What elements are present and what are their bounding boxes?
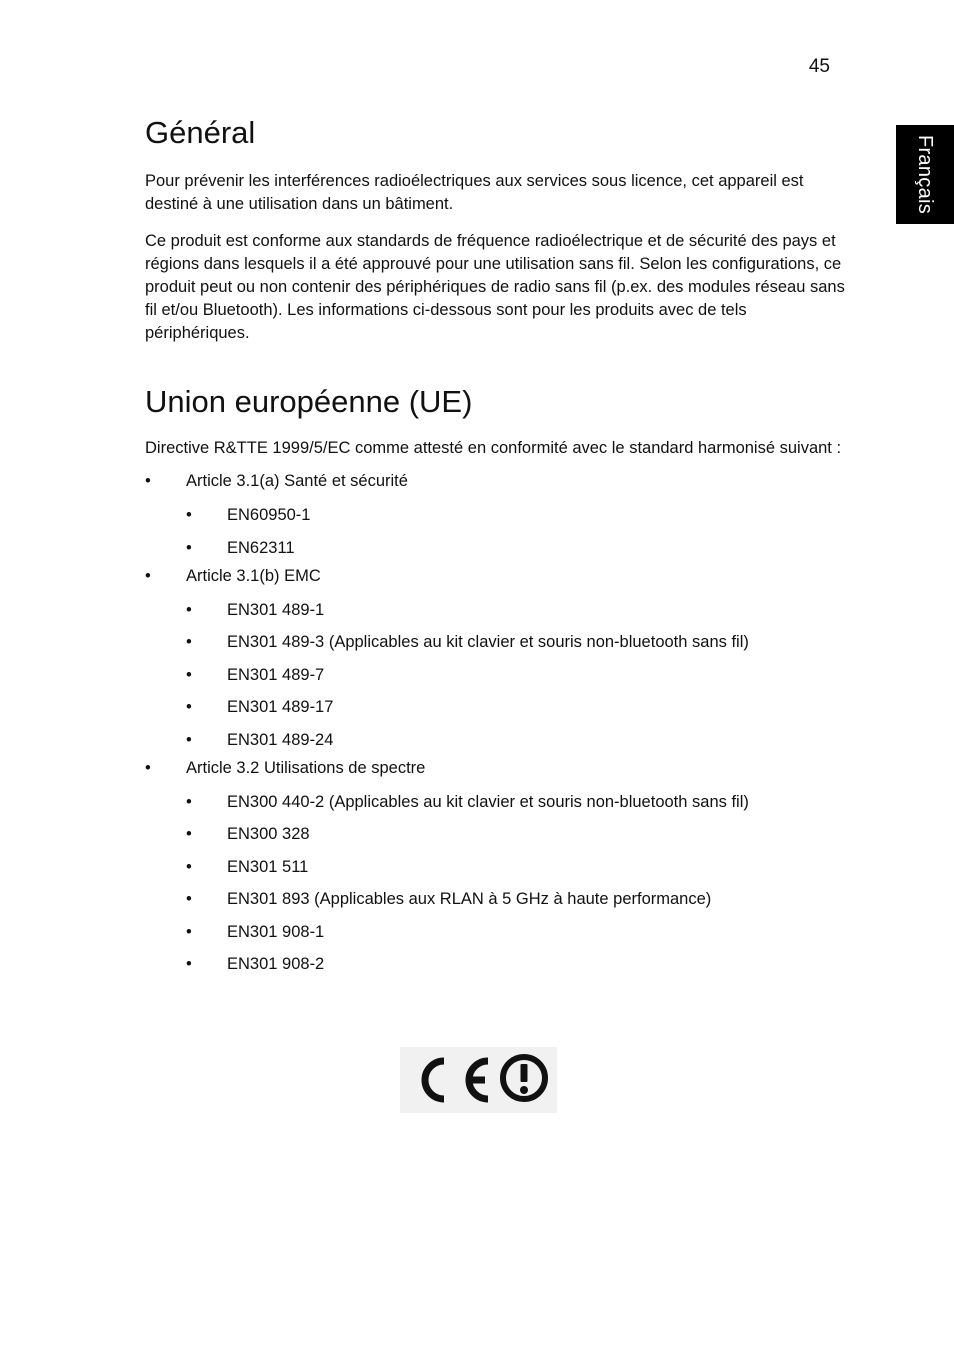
standard-item xyxy=(186,537,845,560)
standard-label: EN301 489-17 xyxy=(227,698,334,716)
standard-item xyxy=(186,856,845,879)
article-list xyxy=(145,470,845,976)
standard-item xyxy=(186,631,845,654)
bullet: • xyxy=(186,600,192,619)
bullet: • xyxy=(145,758,151,777)
standard-label: EN301 489-7 xyxy=(227,665,325,684)
article-item xyxy=(145,470,845,560)
page-number: 45 xyxy=(808,56,830,77)
bullet: • xyxy=(186,665,192,684)
standard-item xyxy=(186,504,845,527)
standard-item xyxy=(186,729,845,752)
section-heading-general: Général xyxy=(145,115,256,150)
standard-label: EN301 489-24 xyxy=(227,730,334,749)
bullet: • xyxy=(145,472,151,490)
general-paragraph-2: Ce produit est conforme aux standards de fréquence radioélectrique et de sécurité des pays et régions dans lesquels il a été approuvé pour une utilisation sans fil. Selon les configurations, ce produit peut ou non contenir des périphériques de radio sans fil (p.ex. des modules réseau sans fil et/ou Bluetooth). Les informations ci-dessous sont pour les produits avec de tels périphériques. xyxy=(145,232,845,342)
alert-exclamation-dot xyxy=(520,1086,528,1094)
bullet: • xyxy=(186,538,192,557)
standard-label: EN301 893 (Applicables aux RLAN à 5 GHz à haute performance) xyxy=(227,890,712,908)
standard-list xyxy=(186,599,845,752)
standard-item xyxy=(186,599,845,622)
section-heading-eu: Union européenne (UE) xyxy=(145,384,473,419)
bullet: • xyxy=(186,890,192,908)
standard-item xyxy=(186,696,845,719)
ce-letter-c xyxy=(425,1061,444,1099)
language-tab xyxy=(896,125,954,224)
article-label: Article 3.2 Utilisations de spectre xyxy=(186,758,426,777)
standard-label: EN62311 xyxy=(227,538,295,557)
standard-item xyxy=(186,823,845,846)
standard-label: EN300 328 xyxy=(227,825,310,843)
bullet: • xyxy=(186,792,192,811)
standard-label: EN301 908-2 xyxy=(227,955,325,973)
standard-label: EN300 440-2 (Applicables au kit clavier et souris non-bluetooth sans fil) xyxy=(227,792,749,811)
ce-alert-mark-svg xyxy=(400,1047,557,1113)
standard-list xyxy=(186,504,845,560)
page-content xyxy=(145,112,845,976)
bullet: • xyxy=(186,506,192,524)
standard-label: EN301 511 xyxy=(227,857,309,876)
bullet: • xyxy=(186,922,192,941)
standard-label: EN301 489-3 (Applicables au kit clavier et souris non-bluetooth sans fil) xyxy=(227,633,749,651)
standard-item xyxy=(186,664,845,687)
standard-item xyxy=(186,791,845,814)
article-item xyxy=(145,757,845,977)
bullet: • xyxy=(186,857,192,876)
standard-label: EN301 489-1 xyxy=(227,600,325,619)
language-tab-label: Français xyxy=(914,134,937,215)
bullet: • xyxy=(186,825,192,843)
article-item xyxy=(145,565,845,752)
standard-label: EN60950-1 xyxy=(227,506,311,524)
bullet: • xyxy=(186,698,192,716)
standard-item xyxy=(186,888,845,911)
bullet: • xyxy=(145,566,151,585)
alert-exclamation-bar xyxy=(521,1064,528,1082)
ce-alert-mark-icon xyxy=(400,1047,557,1113)
eu-intro-paragraph: Directive R&TTE 1999/5/EC comme attesté en conformité avec le standard harmonisé suivant : xyxy=(145,439,842,457)
article-label: Article 3.1(b) EMC xyxy=(186,566,321,585)
standard-item xyxy=(186,921,845,944)
bullet: • xyxy=(186,730,192,749)
article-label: Article 3.1(a) Santé et sécurité xyxy=(186,472,408,490)
standard-label: EN301 908-1 xyxy=(227,922,325,941)
ce-letter-e-bar xyxy=(468,1077,485,1084)
general-paragraph-1: Pour prévenir les interférences radioélectriques aux services sous licence, cet appareil est destiné à une utilisation dans un bâtiment. xyxy=(145,172,804,213)
bullet: • xyxy=(186,633,192,651)
standard-list xyxy=(186,791,845,977)
bullet: • xyxy=(186,955,192,973)
standard-item xyxy=(186,953,845,976)
